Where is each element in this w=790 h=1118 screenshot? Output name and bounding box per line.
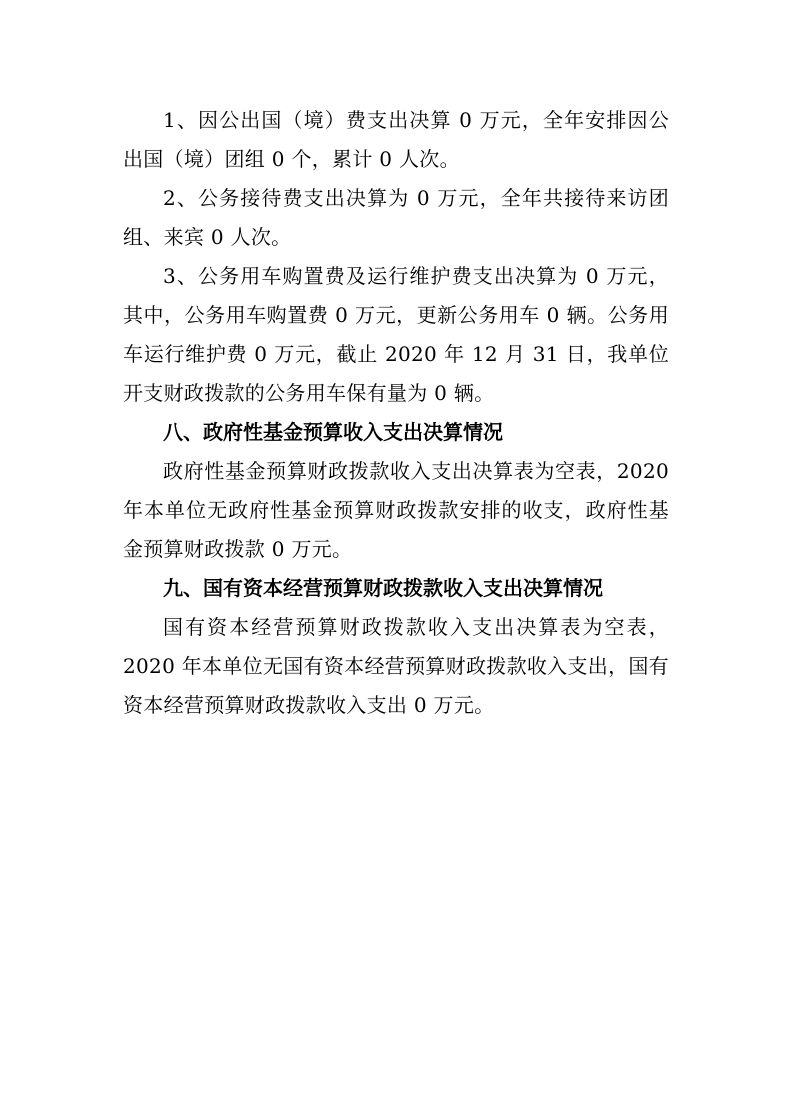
paragraph-official-vehicles: 3、公务用车购置费及运行维护费支出决算为 0 万元，其中，公务用车购置费 0 万元，更新公务用车 0 辆。公务用车运行维护费 0 万元，截止 2020 年 12 月 31 日，我单位开支财政拨款的公务用车保有量为 0 辆。	[123, 264, 669, 405]
section-heading-government-fund: 八、政府性基金预算收入支出决算情况	[163, 420, 503, 444]
paragraph-government-fund: 政府性基金预算财政拨款收入支出决算表为空表，2020 年本单位无政府性基金预算财政拨款安排的收支，政府性基金预算财政拨款 0 万元。	[123, 459, 669, 561]
paragraph-overseas-travel: 1、因公出国（境）费支出决算 0 万元，全年安排因公出国（境）团组 0 个，累计 0 人次。	[123, 108, 669, 171]
paragraph-state-capital: 国有资本经营预算财政拨款收入支出决算表为空表，2020 年本单位无国有资本经营预算财政拨款收入支出，国有资本经营预算财政拨款收入支出 0 万元。	[123, 615, 669, 717]
section-heading-state-capital: 九、国有资本经营预算财政拨款收入支出决算情况	[163, 576, 603, 600]
document-body	[123, 101, 669, 725]
paragraph-official-reception: 2、公务接待费支出决算为 0 万元，全年共接待来访团组、来宾 0 人次。	[123, 186, 669, 249]
